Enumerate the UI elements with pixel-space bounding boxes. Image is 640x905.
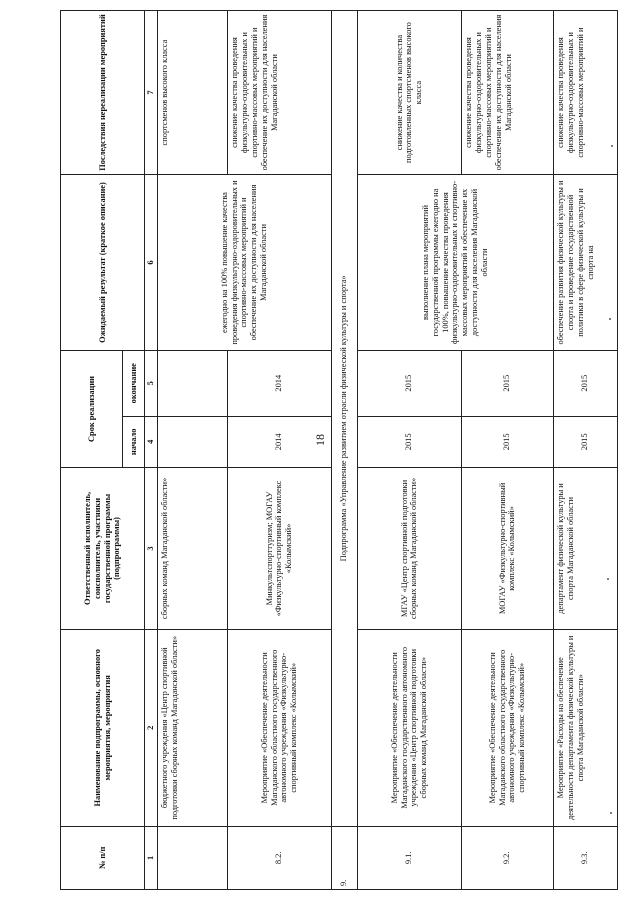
- row-end: 2014: [227, 350, 331, 416]
- section-title: Подпрограмма «Управление развитием отрасли физической культуры и спорта»: [331, 11, 357, 827]
- scan-speck: [609, 318, 611, 320]
- col-number: 4: [145, 416, 158, 468]
- row-name: Мероприятие «Обеспечение деятельности Магаданского государственного автономного учреждения «Центр спортивной подготовки сборных команд Магаданской области»: [357, 629, 461, 826]
- row-end: [157, 350, 227, 416]
- header-name: Наименование подпрограммы, основного мероприятия, мероприятия: [61, 629, 145, 826]
- rotated-page: [60, 10, 595, 890]
- row-executor: Минкультспорттуризм; МОГАУ «Физкультурно-спортивный комплекс «Колымский»: [227, 468, 331, 630]
- row-name: Мероприятие «Обеспечение деятельности Магаданского областного государственного автономного учреждения «Физкультурно-спортивный комплекс «Колымский»: [461, 629, 553, 826]
- header-start: начало: [123, 416, 145, 468]
- col-number: 5: [145, 350, 158, 416]
- row-end: 2015: [553, 350, 617, 416]
- row-name: Мероприятие «Расходы на обеспечение деятельности департамента физической культуры и спорта Магаданской области»: [553, 629, 617, 826]
- row-consequence: снижение качества проведения физкультурно-оздоровительных и спортивно-массовых мероприятий и: [553, 11, 617, 175]
- col-number: 3: [145, 468, 158, 630]
- row-num: [157, 826, 227, 889]
- row-name: Мероприятие «Обеспечение деятельности Магаданского областного государственного автономного учреждения «Физкультурно-спортивный комплекс «Колымский»: [227, 629, 331, 826]
- row-end: 2015: [461, 350, 553, 416]
- row-end: 2015: [357, 350, 461, 416]
- header-num: № п/п: [61, 826, 145, 889]
- row-start: 2015: [461, 416, 553, 468]
- header-executor: Ответственный исполнитель, соисполнитель, участники государственной программы (подпрограммы): [61, 468, 145, 630]
- header-result: Ожидаемый результат (краткое описание): [61, 175, 145, 351]
- table-row: [553, 11, 617, 890]
- row-result: выполнение плана мероприятий государственной программы ежегодно на 100%, повышение качества проведения физкультурно-оздоровительных и спортивно-массовых мероприятий и обеспечение их доступности для населения Магаданской области: [357, 175, 553, 351]
- page-number: 18: [313, 434, 327, 446]
- header-row: [61, 11, 123, 890]
- col-number: 2: [145, 629, 158, 826]
- row-executor: МГАУ «Центр спортивной подготовки сборных команд Магаданской области»: [357, 468, 461, 630]
- row-start: 2015: [357, 416, 461, 468]
- row-start: [157, 416, 227, 468]
- row-result: обеспечение развития физической культуры и спорта и проведение государственной политики в сфере физической культуры и спорта на: [553, 175, 617, 351]
- header-end: окончание: [123, 350, 145, 416]
- row-name: бюджетного учреждения «Центр спортивной подготовки сборных команд Магаданской области»: [157, 629, 227, 826]
- row-result: ежегодно на 100% повышение качества проведения физкультурно-оздоровительных и спортивно-массовых мероприятий и обеспечение их доступности для населения Магаданской области: [157, 175, 331, 351]
- row-executor: МОГАУ «Физкультурно-спортивный комплекс «Колымский»: [461, 468, 553, 630]
- col-number: 1: [145, 826, 158, 889]
- scan-speck: [611, 145, 613, 147]
- row-executor: сборных команд Магаданской области»: [157, 468, 227, 630]
- scan-speck: [607, 578, 609, 580]
- row-start: 2015: [553, 416, 617, 468]
- row-start: 2014: [227, 416, 331, 468]
- header-term: Срок реализации: [61, 350, 123, 467]
- section-row: [331, 11, 357, 890]
- scan-speck: [610, 812, 612, 814]
- row-consequence: снижение качества проведения физкультурно-оздоровительных и спортивно-массовых мероприятий и обеспечение их доступности для населения Магаданской области: [227, 11, 331, 175]
- row-executor: департамент физической культуры и спорта Магаданской области: [553, 468, 617, 630]
- table-row: [461, 11, 553, 890]
- row-num: 8.2.: [227, 826, 331, 889]
- col-number: 7: [145, 11, 158, 175]
- table-row: [357, 11, 461, 890]
- table-row: [157, 11, 227, 890]
- row-consequence: спортсменов высокого класса: [157, 11, 227, 175]
- header-consequence: Последствия нереализации мероприятий: [61, 11, 145, 175]
- row-num: 9.3.: [553, 826, 617, 889]
- row-consequence: снижение качества проведения физкультурно-оздоровительных и спортивно-массовых мероприятий и обеспечение их доступности для населения Магаданской области: [461, 11, 553, 175]
- row-num: 9.1.: [357, 826, 461, 889]
- table-row: [227, 11, 331, 890]
- row-consequence: снижение качества и количества подготовленных спортсменов высокого класса: [357, 11, 461, 175]
- program-table: [60, 10, 618, 890]
- col-number: 6: [145, 175, 158, 351]
- row-num: 9.2.: [461, 826, 553, 889]
- section-num: 9.: [331, 826, 357, 889]
- column-number-row: [145, 11, 158, 890]
